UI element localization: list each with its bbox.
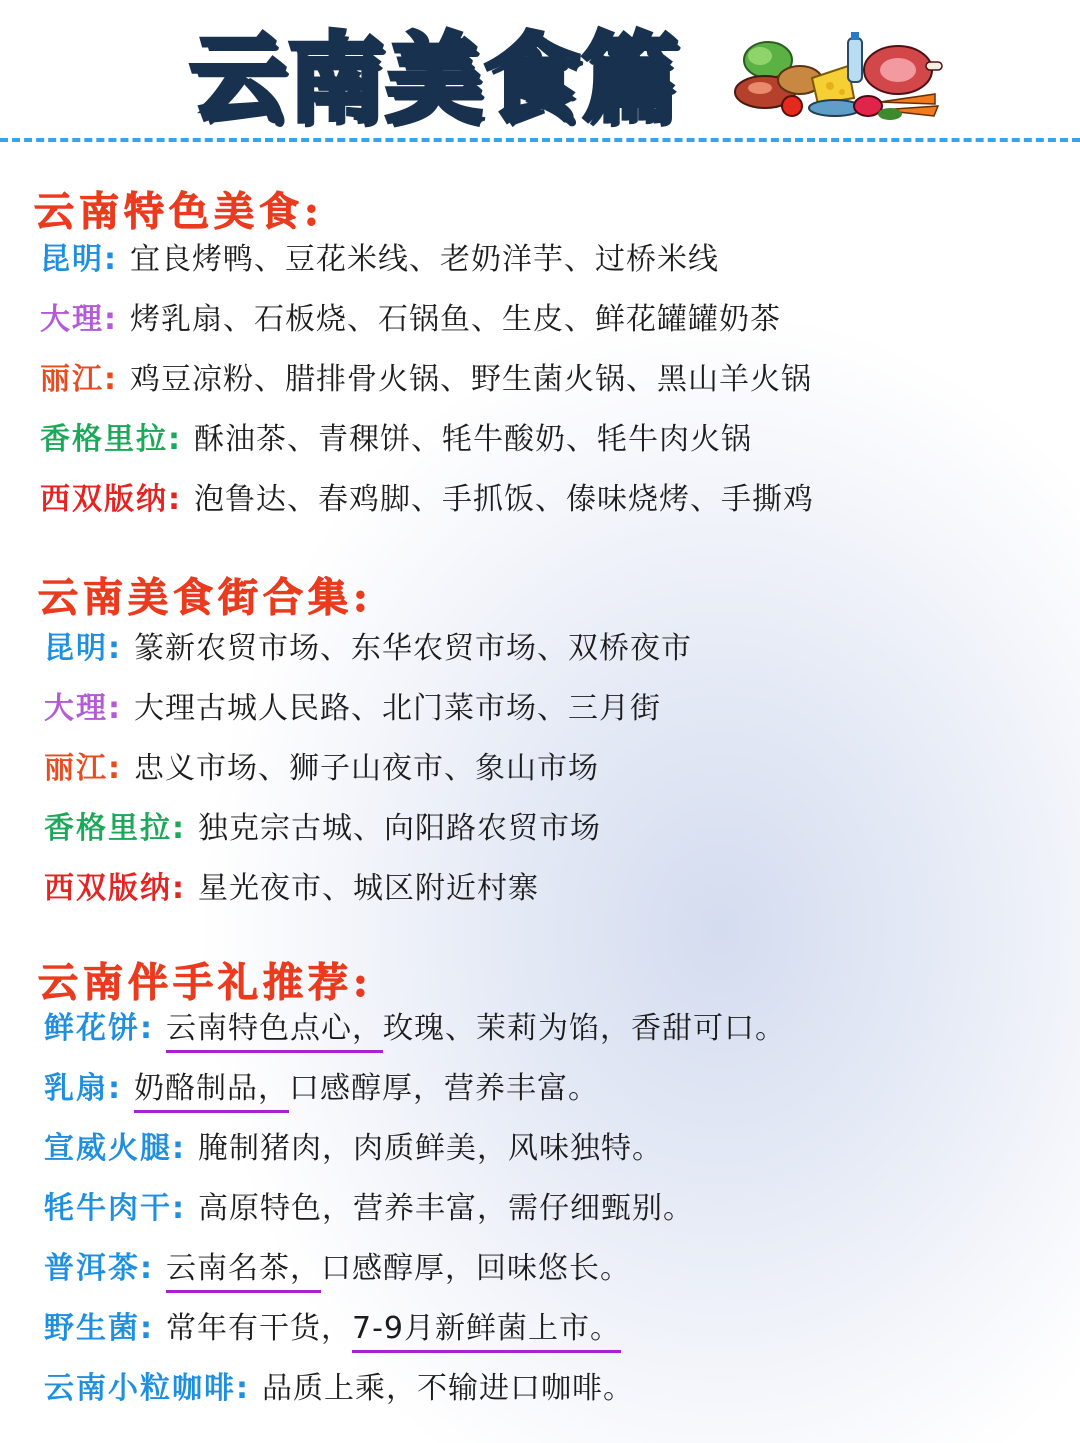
food-list: 宜良烤鸭、豆花米线、老奶洋芋、过桥米线 xyxy=(130,242,719,277)
gift-label: 普洱茶 xyxy=(44,1251,140,1286)
city-label: 大理 xyxy=(44,691,108,726)
city-label: 香格里拉 xyxy=(44,811,172,846)
food-row-xishuangbanna xyxy=(40,480,814,520)
street-list: 星光夜市、城区附近村寨 xyxy=(198,871,539,906)
colon: : xyxy=(168,422,180,457)
gift-row-wild-mushroom xyxy=(44,1309,621,1349)
colon: : xyxy=(140,1311,152,1346)
section-heading-food: 云南特色美食: xyxy=(34,188,324,235)
gift-row-puer-tea xyxy=(44,1249,631,1289)
gift-row-coffee xyxy=(44,1369,634,1409)
city-label: 大理 xyxy=(40,302,104,337)
page-title: 云南美食篇 xyxy=(190,23,680,135)
gift-label: 野生菌 xyxy=(44,1311,140,1346)
gift-row-rushan xyxy=(44,1069,599,1109)
gift-description: 高原特色，营养丰富，需仔细甄别。 xyxy=(198,1191,694,1226)
colon: : xyxy=(108,751,120,786)
food-list: 烤乳扇、石板烧、石锅鱼、生皮、鲜花罐罐奶茶 xyxy=(130,302,781,337)
highlight-underline: 7-9月新鲜菌上市。 xyxy=(352,1311,621,1353)
gift-label: 宣威火腿 xyxy=(44,1131,172,1166)
highlight-underline: 云南名茶， xyxy=(166,1251,321,1293)
colon: : xyxy=(104,242,116,277)
highlight-underline: 云南特色点心， xyxy=(166,1011,383,1053)
street-list: 忠义市场、狮子山夜市、象山市场 xyxy=(134,751,599,786)
colon: : xyxy=(172,1131,184,1166)
food-row-dali xyxy=(40,300,781,340)
gift-label: 鲜花饼 xyxy=(44,1011,140,1046)
colon: : xyxy=(236,1371,248,1406)
colon: : xyxy=(172,811,184,846)
city-label: 香格里拉 xyxy=(40,422,168,457)
gift-description: 腌制猪肉，肉质鲜美，风味独特。 xyxy=(198,1131,663,1166)
colon: : xyxy=(140,1011,152,1046)
highlight-underline: 奶酪制品， xyxy=(134,1071,289,1113)
colon: : xyxy=(140,1251,152,1286)
gift-description: 口感醇厚，营养丰富。 xyxy=(289,1071,599,1106)
colon: : xyxy=(104,362,116,397)
city-label: 西双版纳 xyxy=(40,482,168,517)
colon: : xyxy=(172,1191,184,1226)
street-row-kunming xyxy=(44,629,692,669)
street-list: 大理古城人民路、北门菜市场、三月街 xyxy=(134,691,661,726)
gift-label: 牦牛肉干 xyxy=(44,1191,172,1226)
gift-description: 常年有干货， xyxy=(166,1311,352,1346)
street-row-xishuangbanna xyxy=(44,869,539,909)
city-label: 丽江 xyxy=(44,751,108,786)
food-list: 鸡豆凉粉、腊排骨火锅、野生菌火锅、黑山羊火锅 xyxy=(130,362,812,397)
food-row-shangrila xyxy=(40,420,752,460)
gift-description: 玫瑰、茉莉为馅，香甜可口。 xyxy=(383,1011,786,1046)
food-list: 泡鲁达、春鸡脚、手抓饭、傣味烧烤、手撕鸡 xyxy=(194,482,814,517)
city-label: 昆明 xyxy=(44,631,108,666)
city-label: 西双版纳 xyxy=(44,871,172,906)
street-row-lijiang xyxy=(44,749,599,789)
food-row-lijiang xyxy=(40,360,812,400)
colon: : xyxy=(108,631,120,666)
street-list: 篆新农贸市场、东华农贸市场、双桥夜市 xyxy=(134,631,692,666)
street-list: 独克宗古城、向阳路农贸市场 xyxy=(198,811,601,846)
gift-label: 乳扇 xyxy=(44,1071,108,1106)
city-label: 昆明 xyxy=(40,242,104,277)
dashed-divider xyxy=(0,138,1080,142)
colon: : xyxy=(108,691,120,726)
city-label: 丽江 xyxy=(40,362,104,397)
street-row-shangrila xyxy=(44,809,601,849)
gift-row-flower-cake xyxy=(44,1009,786,1049)
food-row-kunming xyxy=(40,240,719,280)
gift-description: 口感醇厚，回味悠长。 xyxy=(321,1251,631,1286)
food-illustration xyxy=(730,30,945,120)
colon: : xyxy=(108,1071,120,1106)
section-heading-gifts: 云南伴手礼推荐: xyxy=(38,959,373,1006)
section-heading-streets: 云南美食街合集: xyxy=(38,574,373,621)
gift-row-yak-jerky xyxy=(44,1189,694,1229)
colon: : xyxy=(172,871,184,906)
colon: : xyxy=(168,482,180,517)
gift-row-ham xyxy=(44,1129,663,1169)
food-list: 酥油茶、青稞饼、牦牛酸奶、牦牛肉火锅 xyxy=(194,422,752,457)
street-row-dali xyxy=(44,689,661,729)
gift-label: 云南小粒咖啡 xyxy=(44,1371,236,1406)
colon: : xyxy=(104,302,116,337)
gift-description: 品质上乘，不输进口咖啡。 xyxy=(262,1371,634,1406)
